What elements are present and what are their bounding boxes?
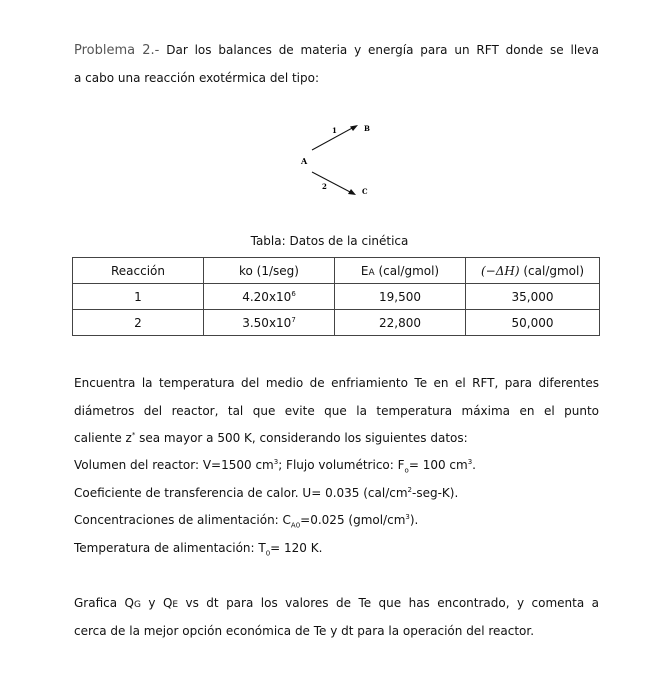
- cell-delta-h: 50,000: [466, 310, 600, 336]
- species-a: A: [301, 156, 308, 166]
- para1-line-2: diámetros del reactor, tal que evite que la temperatura máxima en el punto: [74, 404, 599, 418]
- reaction-diagram: [290, 118, 380, 200]
- species-c: C: [362, 187, 368, 196]
- para1-line-1: Encuentra la temperatura del medio de enfriamiento Te en el RFT, para diferentes: [74, 376, 599, 390]
- header-delta-h: (−ΔH) (cal/gmol): [466, 258, 600, 284]
- problem-title: Problema 2.-: [74, 43, 160, 58]
- cell-reaction: 1: [73, 284, 204, 310]
- feed-concentration-line: Concentraciones de alimentación: $C_{A0}=0.025$ $(gmol/cm^3)$.: [74, 513, 419, 530]
- header-ko: ko (1/seg): [204, 258, 335, 284]
- table-header-row: [73, 258, 600, 284]
- heat-coefficient-line: Coeficiente de transferencia de calor. U= 0.035 $(cal/cm^2-seg-K)$.: [74, 486, 459, 500]
- arrow-a-to-c: [312, 172, 352, 193]
- problem-text: Dar los balances de materia y energía para un RFT donde se lleva: [166, 43, 599, 57]
- para2-line-1: Grafica QG y QE vs dt para los valores de Te que has encontrado, y comenta a: [74, 596, 599, 610]
- cell-ko: $3.50x10^7$: [204, 310, 335, 336]
- problem-line-1: [74, 42, 599, 59]
- table-row: [73, 310, 600, 336]
- kinetics-table: [72, 257, 600, 336]
- cell-delta-h: 35,000: [466, 284, 600, 310]
- volume-line: Volumen del reactor: V=1500 $cm^3$; Flujo volumétrico: $F_o= 100$ $cm^3$.: [74, 458, 476, 475]
- reaction-label-2: 2: [322, 182, 327, 191]
- table-row: [73, 284, 600, 310]
- header-ea: EA (cal/gmol): [335, 258, 466, 284]
- table-caption: Tabla: Datos de la cinética: [250, 234, 409, 248]
- arrow-head-b: [350, 125, 358, 131]
- para2-line-2: cerca de la mejor opción económica de Te y dt para la operación del reactor.: [74, 624, 535, 638]
- problem-line-2: a cabo una reacción exotérmica del tipo:: [74, 71, 320, 85]
- feed-temperature-line: Temperatura de alimentación: $T_0= 120$ K.: [74, 541, 323, 558]
- species-b: B: [364, 124, 370, 133]
- reaction-label-1: 1: [332, 126, 337, 135]
- cell-ea: 22,800: [335, 310, 466, 336]
- para1-line-3: caliente z* sea mayor a 500 K, considerando los siguientes datos:: [74, 431, 468, 445]
- cell-ea: 19,500: [335, 284, 466, 310]
- header-reaction: Reacción: [73, 258, 204, 284]
- cell-ko: $4.20x10^6$: [204, 284, 335, 310]
- arrow-head-c: [348, 189, 356, 195]
- reaction-diagram-svg: [290, 118, 380, 200]
- cell-reaction: 2: [73, 310, 204, 336]
